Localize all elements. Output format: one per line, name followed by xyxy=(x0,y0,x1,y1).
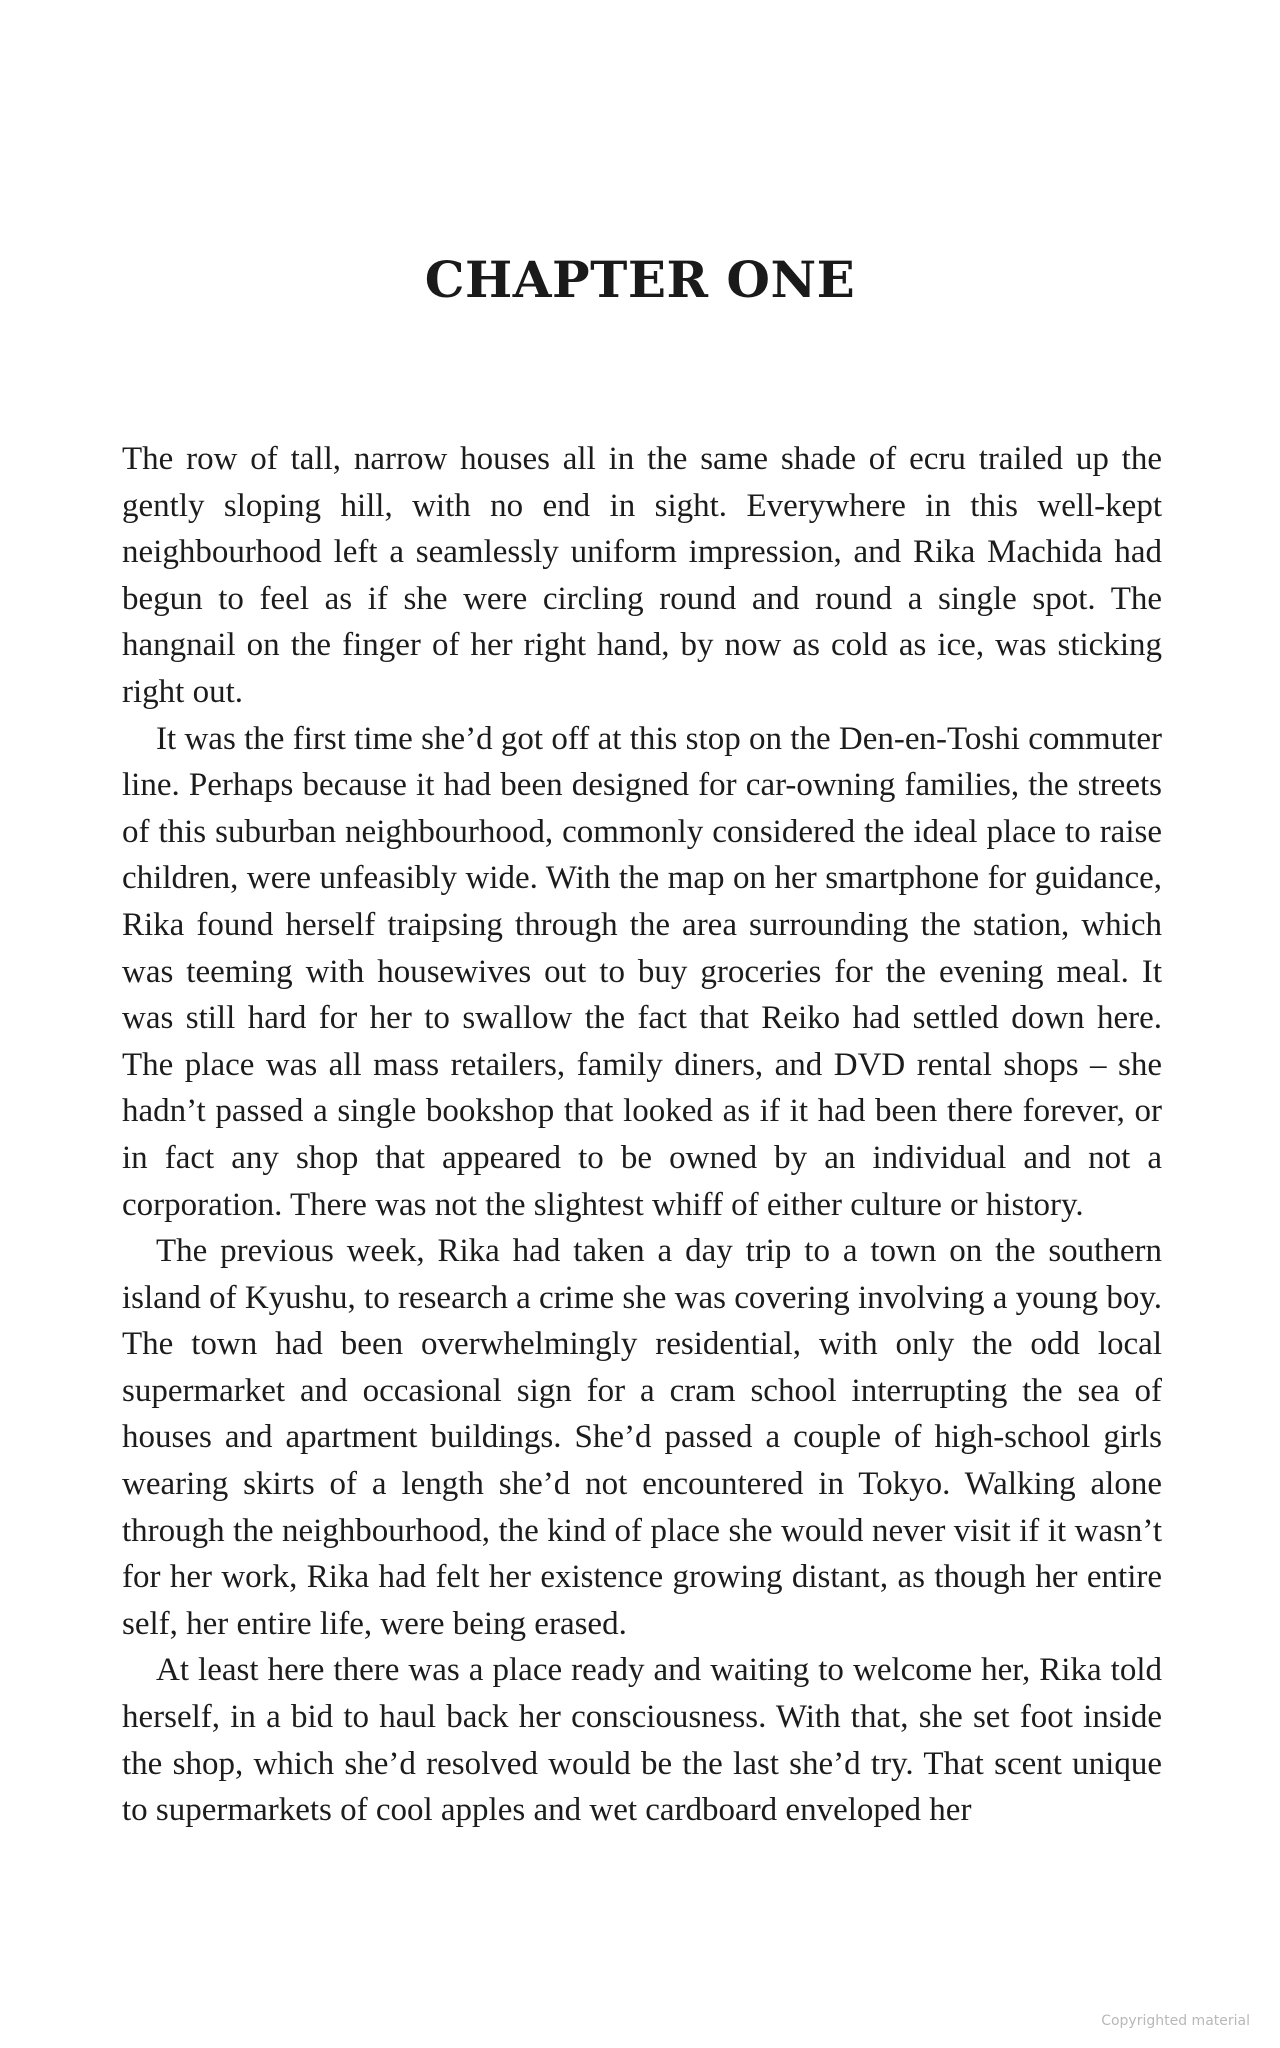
chapter-title: CHAPTER ONE xyxy=(424,250,856,309)
copyright-notice: Copyrighted material xyxy=(1101,2013,1250,2029)
paragraph: At least here there was a place ready and waiting to welcome her, Rika told herself, in a bid to haul back her consciousness. With that, she set foot inside the shop, which she’d resolved would be the last she’d try. That scent unique to supermarkets of cool apples and wet cardboard enveloped her xyxy=(122,1652,1162,1829)
chapter-body xyxy=(122,436,1162,1834)
paragraph: The row of tall, narrow houses all in the same shade of ecru trailed up the gently sloping hill, with no end in sight. Everywhere in this well-kept neighbourhood left a seamlessly uniform impression, and Rika Machida had begun to feel as if she were circling round and round a single spot. The hangnail on the finger of her right hand, by now as cold as ice, was sticking right out. xyxy=(122,441,1162,710)
paragraph: It was the first time she’d got off at this stop on the Den-en-Toshi commuter line. Perhaps because it had been designed for car-owning families, the streets of this suburban neighbourhood, commonly considered the ideal place to raise children, were unfeasibly wide. With the map on her smartphone for guidance, Rika found herself traipsing through the area surrounding the station, which was teeming with housewives out to buy groceries for the evening meal. It was still hard for her to swallow the fact that Reiko had settled down here. The place was all mass retailers, family diners, and DVD rental shops – she hadn’t passed a single bookshop that looked as if it had been there forever, or in fact any shop that appeared to be owned by an individual and not a corporation. There was not the slightest whiff of either culture or history. xyxy=(122,720,1162,1223)
paragraph: The previous week, Rika had taken a day trip to a town on the southern island of Kyushu, to research a crime she was covering involving a young boy. The town had been overwhelmingly residential, with only the odd local supermarket and occasional sign for a cram school interrupting the sea of houses and apartment buildings. She’d passed a couple of high-school girls wearing skirts of a length she’d not encountered in Tokyo. Walking alone through the neighbourhood, the kind of place she would never visit if it wasn’t for her work, Rika had felt her existence growing distant, as though her entire self, her entire life, were being erased. xyxy=(122,1233,1162,1642)
